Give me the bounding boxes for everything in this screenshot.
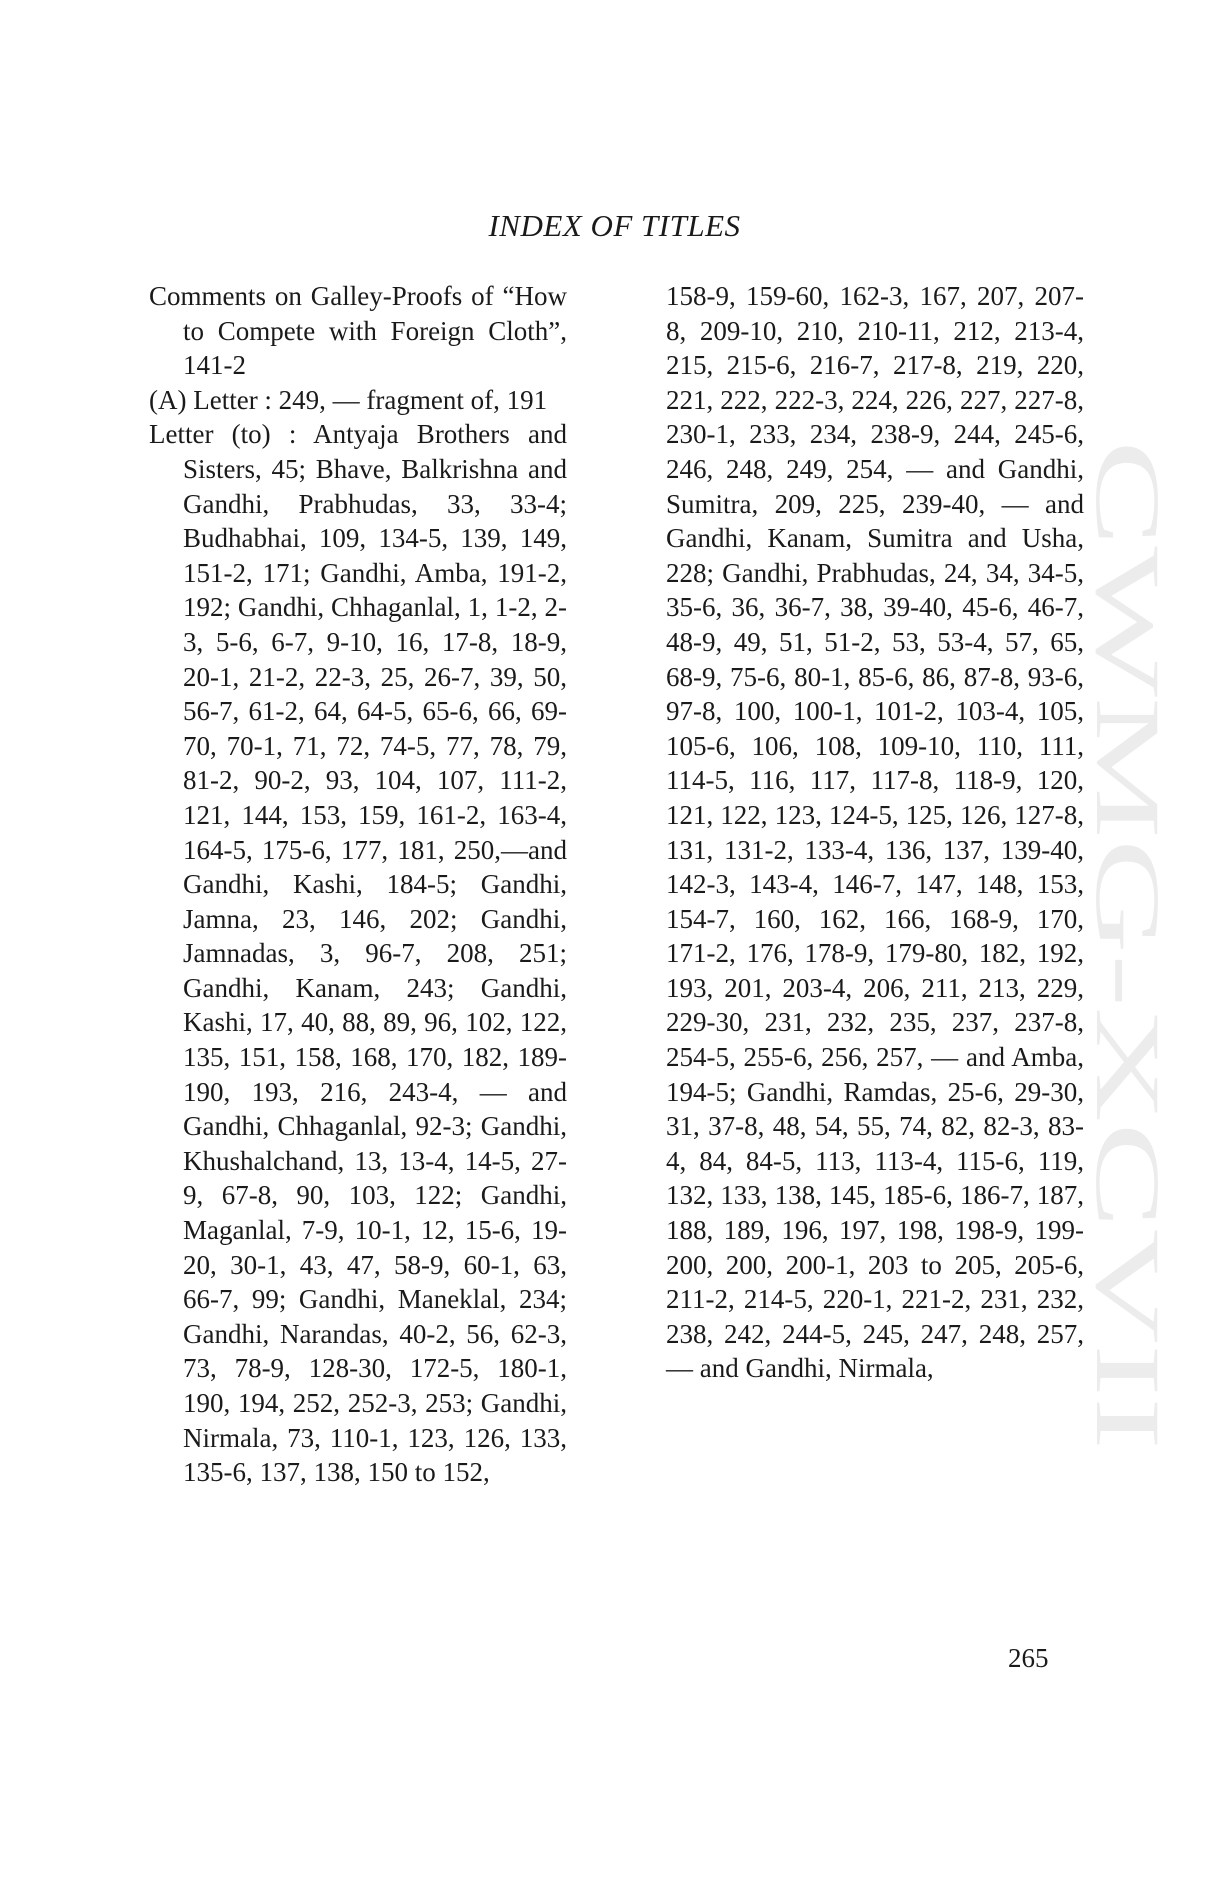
index-entry-continuation: 158-9, 159-60, 162-3, 167, 207, 207-8, 209-10, 210, 210-11, 212, 213-4, 215, 215-6, 216-7, 217-8, 219, 220, 221, 222, 222-3, 224, 226, 227, 227-8, 230-1, 233, 234, 238-9, 244, 245-6, 246, 248, 249, 254, — and Gandhi, Sumitra, 209, 225, 239-40, — and Gandhi, Kanam, Sumitra and Usha, 228; Gandhi, Prabhudas, 24, 34, 34-5, 35-6, 36, 36-7, 38, 39-40, 45-6, 46-7, 48-9, 49, 51, 51-2, 53, 53-4, 57, 65, 68-9, 75-6, 80-1, 85-6, 86, 87-8, 93-6, 97-8, 100, 100-1, 101-2, 103-4, 105, 105-6, 106, 108, 109-10, 110, 111, 114-5, 116, 117, 117-8, 118-9, 120, 121, 122, 123, 124-5, 125, 126, 127-8, 131, 131-2, 133-4, 136, 137, 139-40, 142-3, 143-4, 146-7, 147, 148, 153, 154-7, 160, 162, 166, 168-9, 170, 171-2, 176, 178-9, 179-80, 182, 192, 193, 201, 203-4, 206, 211, 213, 229, 229-30, 231, 232, 235, 237, 237-8, 254-5, 255-6, 256, 257, — and Amba, 194-5; Gandhi, Ramdas, 25-6, 29-30, 31, 37-8, 48, 54, 55, 74, 82, 82-3, 83-4, 84, 84-5, 113, 113-4, 115-6, 119, 132, 133, 138, 145, 185-6, 186-7, 187, 188, 189, 196, 197, 198, 198-9, 199-200, 200, 200-1, 203 to 205, 205-6, 211-2, 214-5, 220-1, 221-2, 231, 232, 238, 242, 244-5, 245, 247, 248, 257, — and Gandhi, Nirmala, [666, 281, 1084, 1384]
index-entry: Comments on Galley-Proofs of “How to Compete with Foreign Cloth”, 141-2 [149, 281, 567, 381]
page-title: INDEX OF TITLES [488, 208, 741, 243]
index-column-right [666, 279, 1084, 1386]
index-column-left [149, 279, 567, 1490]
page-number: 265 [1008, 1643, 1049, 1673]
index-entry: (A) Letter : 249, — fragment of, 191 [149, 384, 548, 415]
index-entry: Letter (to) : Antyaja Brothers and Sisters, 45; Bhave, Balkrishna and Gandhi, Prabhudas, 33, 33-4; Budhabhai, 109, 134-5, 139, 149, 151-2, 171; Gandhi, Amba, 191-2, 192; Gandhi, Chhaganlal, 1, 1-2, 2-3, 5-6, 6-7, 9-10, 16, 17-8, 18-9, 20-1, 21-2, 22-3, 25, 26-7, 39, 50, 56-7, 61-2, 64, 64-5, 65-6, 66, 69-70, 70-1, 71, 72, 74-5, 77, 78, 79, 81-2, 90-2, 93, 104, 107, 111-2, 121, 144, 153, 159, 161-2, 163-4, 164-5, 175-6, 177, 181, 250,—and Gandhi, Kashi, 184-5; Gandhi, Jamna, 23, 146, 202; Gandhi, Jamnadas, 3, 96-7, 208, 251; Gandhi, Kanam, 243; Gandhi, Kashi, 17, 40, 88, 89, 96, 102, 122, 135, 151, 158, 168, 170, 182, 189-190, 193, 216, 243-4, — and Gandhi, Chhaganlal, 92-3; Gandhi, Khushalchand, 13, 13-4, 14-5, 27-9, 67-8, 90, 103, 122; Gandhi, Maganlal, 7-9, 10-1, 12, 15-6, 19-20, 30-1, 43, 47, 58-9, 60-1, 63, 66-7, 99; Gandhi, Maneklal, 234; Gandhi, Narandas, 40-2, 56, 62-3, 73, 78-9, 128-30, 172-5, 180-1, 190, 194, 252, 252-3, 253; Gandhi, Nirmala, 73, 110-1, 123, 126, 133, 135-6, 137, 138, 150 to 152, [149, 419, 567, 1488]
watermark-text: CWMG-XCVII [1077, 440, 1179, 1023]
